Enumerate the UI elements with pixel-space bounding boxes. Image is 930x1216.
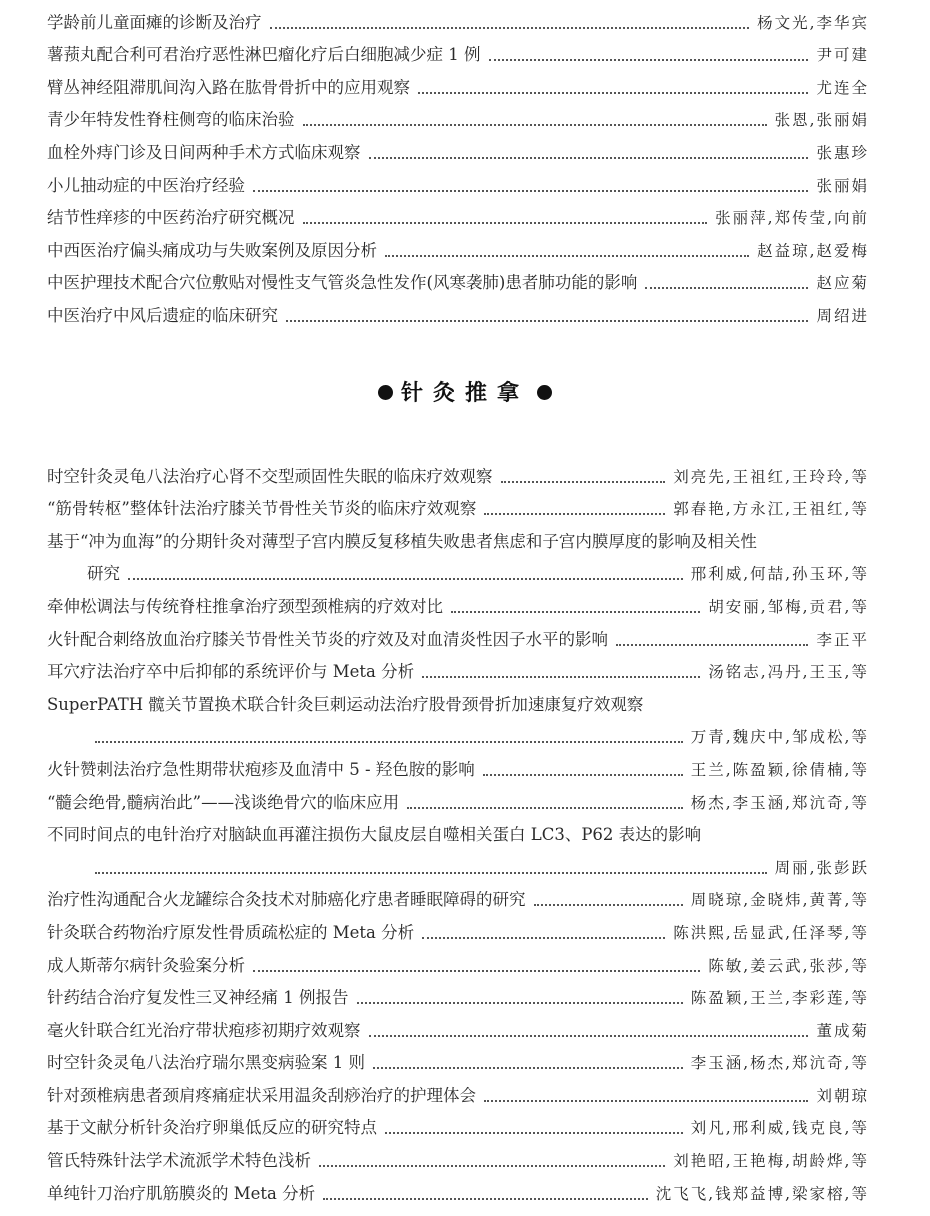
entry-title-cont: 研究 bbox=[87, 564, 120, 584]
entry-title: 火针配合刺络放血治疗膝关节骨性关节炎的疗效及对血清炎性因子水平的影响 bbox=[47, 629, 608, 649]
entry-title: 不同时间点的电针治疗对脑缺血再灌注损伤大鼠皮层自噬相关蛋白 LC3、P62 表达的影响 bbox=[47, 825, 702, 845]
leader-dots bbox=[319, 1165, 665, 1167]
leader-dots bbox=[385, 255, 749, 257]
entry-title: 中西医治疗偏头痛成功与失败案例及原因分析 bbox=[47, 240, 377, 260]
toc-entry bbox=[47, 519, 869, 552]
toc-entry bbox=[47, 163, 869, 196]
leader-dots bbox=[484, 1100, 808, 1102]
toc-entry-continuation bbox=[47, 845, 869, 878]
entry-authors: 刘艳昭,王艳梅,胡龄烨,等 bbox=[673, 1152, 869, 1171]
toc-entry bbox=[47, 1106, 869, 1139]
entry-title: 时空针灸灵龟八法治疗瑞尔黑变病验案 1 则 bbox=[47, 1053, 365, 1073]
toc-entry bbox=[47, 454, 869, 487]
toc-entry bbox=[47, 1138, 869, 1171]
leader-dots bbox=[645, 287, 808, 289]
entry-title: 青少年特发性脊柱侧弯的临床治验 bbox=[47, 110, 295, 130]
entry-authors: 赵益琼,赵爱梅 bbox=[757, 241, 869, 260]
entry-authors: 胡安丽,邹梅,贡君,等 bbox=[708, 597, 869, 616]
leader-dots bbox=[357, 1002, 683, 1004]
section-heading-text: 针灸推拿 bbox=[400, 381, 529, 406]
toc-entry-continuation bbox=[47, 715, 869, 748]
leader-dots bbox=[369, 1035, 809, 1037]
entry-authors: 杨杰,李玉涵,郑沆奇,等 bbox=[690, 793, 869, 812]
toc-entry-continuation bbox=[47, 552, 869, 585]
entry-title: 中医护理技术配合穴位敷贴对慢性支气管炎急性发作(风寒袭肺)患者肺功能的影响 bbox=[47, 273, 638, 293]
entry-authors: 陈洪熙,岳显武,任泽琴,等 bbox=[673, 923, 869, 942]
entry-title: 小儿抽动症的中医治疗经验 bbox=[47, 175, 245, 195]
leader-dots bbox=[128, 578, 683, 580]
toc-entry bbox=[47, 98, 869, 131]
entry-authors: 刘朝琼 bbox=[816, 1086, 869, 1105]
bullet-icon bbox=[537, 385, 552, 400]
entry-title: 火针赞刺法治疗急性期带状疱疹及血清中 5 - 羟色胺的影响 bbox=[47, 759, 475, 779]
entry-title: 薯蓣丸配合利可君治疗恶性淋巴瘤化疗后白细胞减少症 1 例 bbox=[47, 45, 481, 65]
entry-authors: 张恩,张丽娟 bbox=[774, 111, 869, 130]
entry-authors: 李正平 bbox=[816, 630, 869, 649]
entry-authors: 尤连全 bbox=[816, 78, 869, 97]
toc-entry bbox=[47, 976, 869, 1009]
entry-authors: 周绍进 bbox=[816, 306, 869, 325]
entry-authors: 刘凡,邢利威,钱克良,等 bbox=[690, 1119, 869, 1138]
bullet-icon bbox=[378, 385, 393, 400]
entry-title: 针灸联合药物治疗原发性骨质疏松症的 Meta 分析 bbox=[47, 922, 415, 942]
toc-entry bbox=[47, 682, 869, 715]
toc-entry bbox=[47, 33, 869, 66]
leader-dots bbox=[385, 1132, 683, 1134]
leader-dots bbox=[451, 611, 700, 613]
toc-entry bbox=[47, 943, 869, 976]
entry-title: 基于“冲为血海”的分期针灸对薄型子宫内膜反复移植失败患者焦虑和子宫内膜厚度的影响及相关性 bbox=[47, 531, 757, 551]
entry-title: 治疗性沟通配合火龙罐综合灸技术对肺癌化疗患者睡眠障碍的研究 bbox=[47, 890, 526, 910]
entry-authors: 王兰,陈盈颖,徐倩楠,等 bbox=[690, 760, 869, 779]
entry-authors: 陈敏,姜云武,张莎,等 bbox=[708, 956, 869, 975]
entry-title: 血栓外痔门诊及日间两种手术方式临床观察 bbox=[47, 142, 361, 162]
toc-entry bbox=[47, 878, 869, 911]
entry-authors: 汤铭志,冯丹,王玉,等 bbox=[708, 663, 869, 682]
entry-title: “筋骨转枢”整体针法治疗膝关节骨性关节炎的临床疗效观察 bbox=[47, 499, 477, 519]
leader-dots bbox=[418, 92, 808, 94]
leader-dots bbox=[369, 157, 809, 159]
toc-entry bbox=[47, 65, 869, 98]
entry-authors: 郭春艳,方永江,王祖红,等 bbox=[673, 500, 869, 519]
leader-dots bbox=[323, 1198, 648, 1200]
entry-authors: 陈盈颖,王兰,李彩莲,等 bbox=[690, 989, 869, 1008]
entry-title: 结节性痒疹的中医药治疗研究概况 bbox=[47, 208, 295, 228]
entry-authors: 张惠珍 bbox=[816, 143, 869, 162]
toc-entry bbox=[47, 584, 869, 617]
entry-authors: 张丽娟 bbox=[816, 176, 869, 195]
toc-entry bbox=[47, 1041, 869, 1074]
toc-acupuncture-section bbox=[47, 454, 869, 1204]
entry-authors: 尹可建 bbox=[816, 46, 869, 65]
entry-authors: 董成菊 bbox=[816, 1021, 869, 1040]
toc-entry bbox=[47, 1008, 869, 1041]
toc-entry bbox=[47, 487, 869, 520]
toc-entry bbox=[47, 261, 869, 294]
entry-title: 针对颈椎病患者颈肩疼痛症状采用温灸刮痧治疗的护理体会 bbox=[47, 1085, 476, 1105]
toc-entry bbox=[47, 813, 869, 846]
entry-authors: 张丽萍,郑传莹,向前 bbox=[715, 209, 869, 228]
entry-authors: 杨文光,李华宾 bbox=[757, 13, 869, 32]
toc-entry bbox=[47, 130, 869, 163]
leader-dots bbox=[270, 27, 750, 29]
entry-authors: 沈飞飞,钱郑益博,梁家榕,等 bbox=[655, 1184, 869, 1203]
leader-dots bbox=[422, 676, 700, 678]
leader-dots bbox=[253, 190, 808, 192]
toc-entry bbox=[47, 1073, 869, 1106]
entry-title: 时空针灸灵龟八法治疗心肾不交型顽固性失眠的临床疗效观察 bbox=[47, 466, 493, 486]
entry-authors: 周丽,张彭跃 bbox=[774, 858, 869, 877]
entry-title: 臂丛神经阻滞肌间沟入路在肱骨骨折中的应用观察 bbox=[47, 77, 410, 97]
toc-entry bbox=[47, 0, 869, 33]
toc-entry bbox=[47, 617, 869, 650]
toc-entry bbox=[47, 910, 869, 943]
leader-dots bbox=[303, 124, 767, 126]
entry-title: 管氏特殊针法学术流派学术特色浅析 bbox=[47, 1151, 311, 1171]
leader-dots bbox=[483, 774, 683, 776]
entry-title: 单纯针刀治疗肌筋膜炎的 Meta 分析 bbox=[47, 1183, 316, 1203]
leader-dots bbox=[501, 481, 666, 483]
leader-dots bbox=[616, 644, 808, 646]
entry-title: 毫火针联合红光治疗带状疱疹初期疗效观察 bbox=[47, 1020, 361, 1040]
leader-dots bbox=[95, 741, 683, 743]
section-heading bbox=[0, 376, 930, 407]
toc-entry bbox=[47, 780, 869, 813]
leader-dots bbox=[534, 904, 683, 906]
entry-authors: 万青,魏庆中,邹成松,等 bbox=[690, 728, 869, 747]
toc-entry bbox=[47, 196, 869, 229]
entry-authors: 邢利威,何喆,孙玉环,等 bbox=[690, 565, 869, 584]
entry-title: 牵伸松调法与传统脊柱推拿治疗颈型颈椎病的疗效对比 bbox=[47, 596, 443, 616]
entry-title: 基于文献分析针灸治疗卵巢低反应的研究特点 bbox=[47, 1118, 377, 1138]
leader-dots bbox=[253, 970, 700, 972]
leader-dots bbox=[407, 807, 683, 809]
entry-title: SuperPATH 髋关节置换术联合针灸巨刺运动法治疗股骨颈骨折加速康复疗效观察 bbox=[47, 694, 644, 714]
leader-dots bbox=[303, 222, 708, 224]
leader-dots bbox=[484, 513, 665, 515]
entry-authors: 刘亮先,王祖红,王玲玲,等 bbox=[673, 467, 869, 486]
entry-authors: 李玉涵,杨杰,郑沆奇,等 bbox=[690, 1054, 869, 1073]
leader-dots bbox=[489, 59, 809, 61]
toc-entry bbox=[47, 650, 869, 683]
entry-authors: 周晓琼,金晓炜,黄菁,等 bbox=[690, 891, 869, 910]
leader-dots bbox=[422, 937, 665, 939]
toc-entry bbox=[47, 293, 869, 326]
entry-title: 成人斯蒂尔病针灸验案分析 bbox=[47, 955, 245, 975]
entry-title: 中医治疗中风后遗症的临床研究 bbox=[47, 305, 278, 325]
toc-entry bbox=[47, 747, 869, 780]
entry-title: 学龄前儿童面瘫的诊断及治疗 bbox=[47, 12, 262, 32]
toc-previous-section bbox=[47, 0, 869, 326]
entry-title: “髓会绝骨,髓病治此”——浅谈绝骨穴的临床应用 bbox=[47, 792, 400, 812]
toc-entry bbox=[47, 1171, 869, 1204]
leader-dots bbox=[95, 872, 767, 874]
entry-title: 针药结合治疗复发性三叉神经痛 1 例报告 bbox=[47, 988, 349, 1008]
leader-dots bbox=[373, 1067, 683, 1069]
leader-dots bbox=[286, 320, 808, 322]
entry-authors: 赵应菊 bbox=[816, 274, 869, 293]
entry-title: 耳穴疗法治疗卒中后抑郁的系统评价与 Meta 分析 bbox=[47, 662, 415, 682]
toc-entry bbox=[47, 228, 869, 261]
